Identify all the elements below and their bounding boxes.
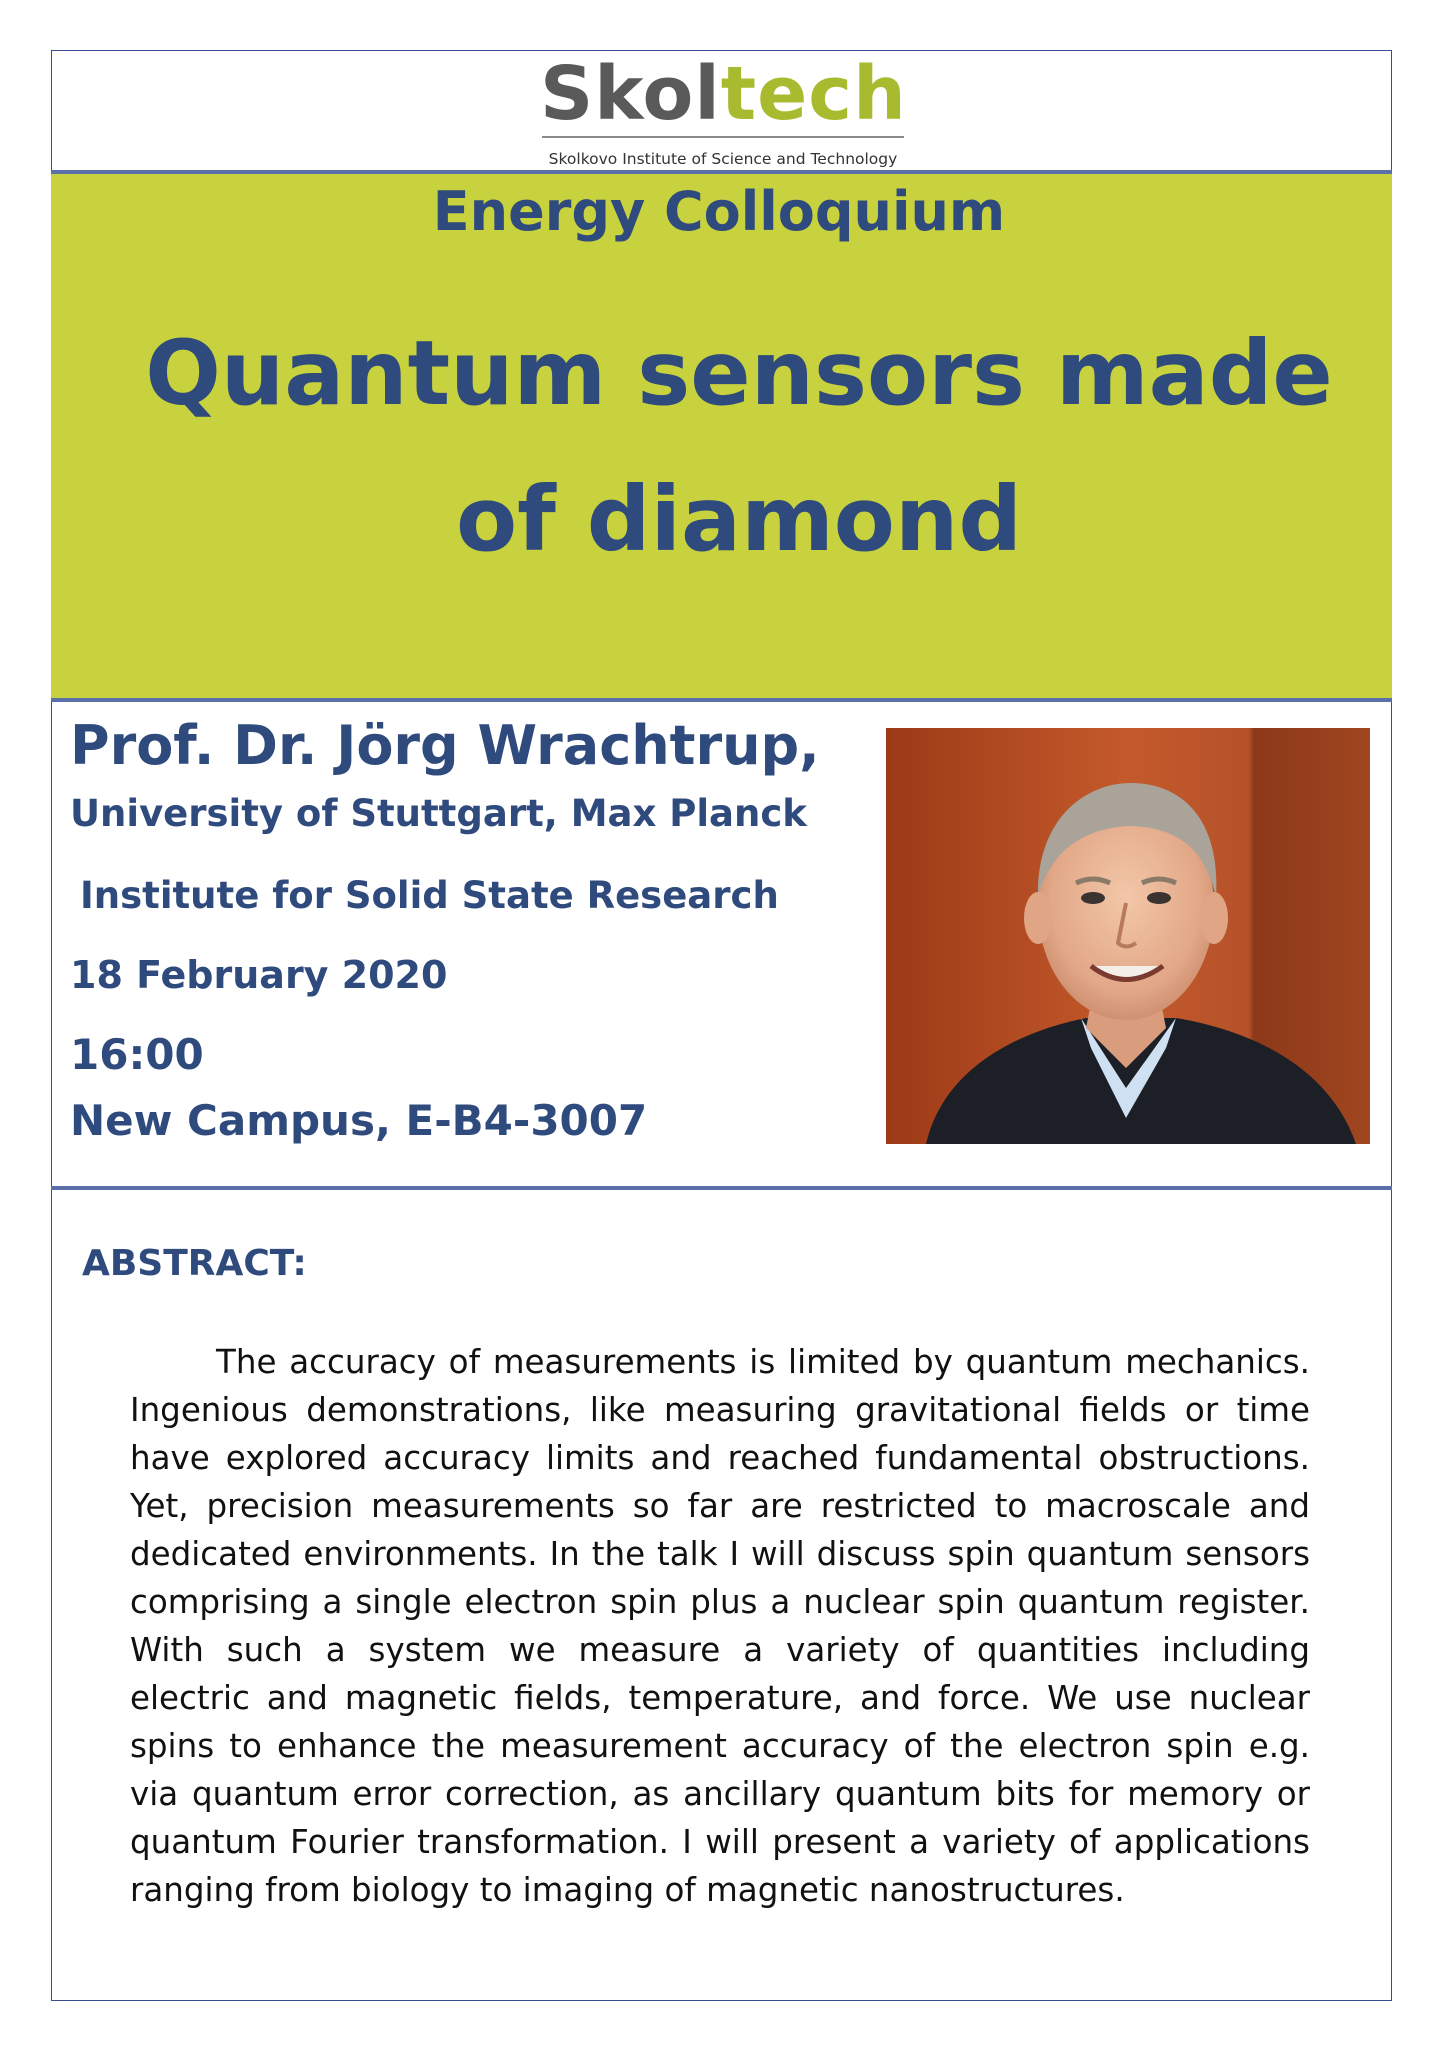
speaker-affiliation-line-2: Institute for Solid State Research [80, 874, 779, 917]
event-date: 18 February 2020 [70, 953, 448, 997]
speaker-portrait-illustration [886, 728, 1370, 1144]
logo-subtitle: Skolkovo Institute of Science and Technology [548, 150, 898, 168]
speaker-name: Prof. Dr. Jörg Wrachtrup, [70, 714, 820, 777]
event-series: Energy Colloquium [432, 180, 1006, 243]
speaker-info [70, 712, 820, 1148]
section-divider [51, 1186, 1392, 1190]
abstract-heading: ABSTRACT: [82, 1243, 307, 1284]
speaker-affiliation-line-1: University of Stuttgart, Max Planck [70, 792, 807, 835]
logo-divider [542, 136, 904, 138]
event-location: New Campus, E-B4-3007 [70, 1096, 648, 1145]
logo-wordmark-part-2: tech [720, 51, 907, 137]
event-time: 16:00 [70, 1030, 204, 1079]
abstract-text: The accuracy of measurements is limited by quantum mechanics. Ingenious demonstrations, like measuring gravitational fields or time have explored accuracy limits and reached fundamental obstructions. Yet, precision measurements so far are restricted to macroscale and dedicated environments. In the talk I will discuss spin quantum sensors comprising a single electron spin plus a nuclear spin quantum register. With such a system we measure a variety of quantities including electric and magnetic fields, temperature, and force. We use nuclear spins to enhance the measurement accuracy of the electron spin e.g. via quantum error correction, as ancillary quantum bits for memory or quantum Fourier transformation. I will present a variety of applications ranging from biology to imaging of magnetic nanostructures. [130, 1343, 1310, 1909]
speaker-photo [886, 728, 1370, 1144]
event-title: Quantum sensors made of diamond [145, 321, 1333, 571]
logo-wordmark-part-1: Skol [540, 51, 721, 137]
logo-wordmark [540, 52, 906, 136]
